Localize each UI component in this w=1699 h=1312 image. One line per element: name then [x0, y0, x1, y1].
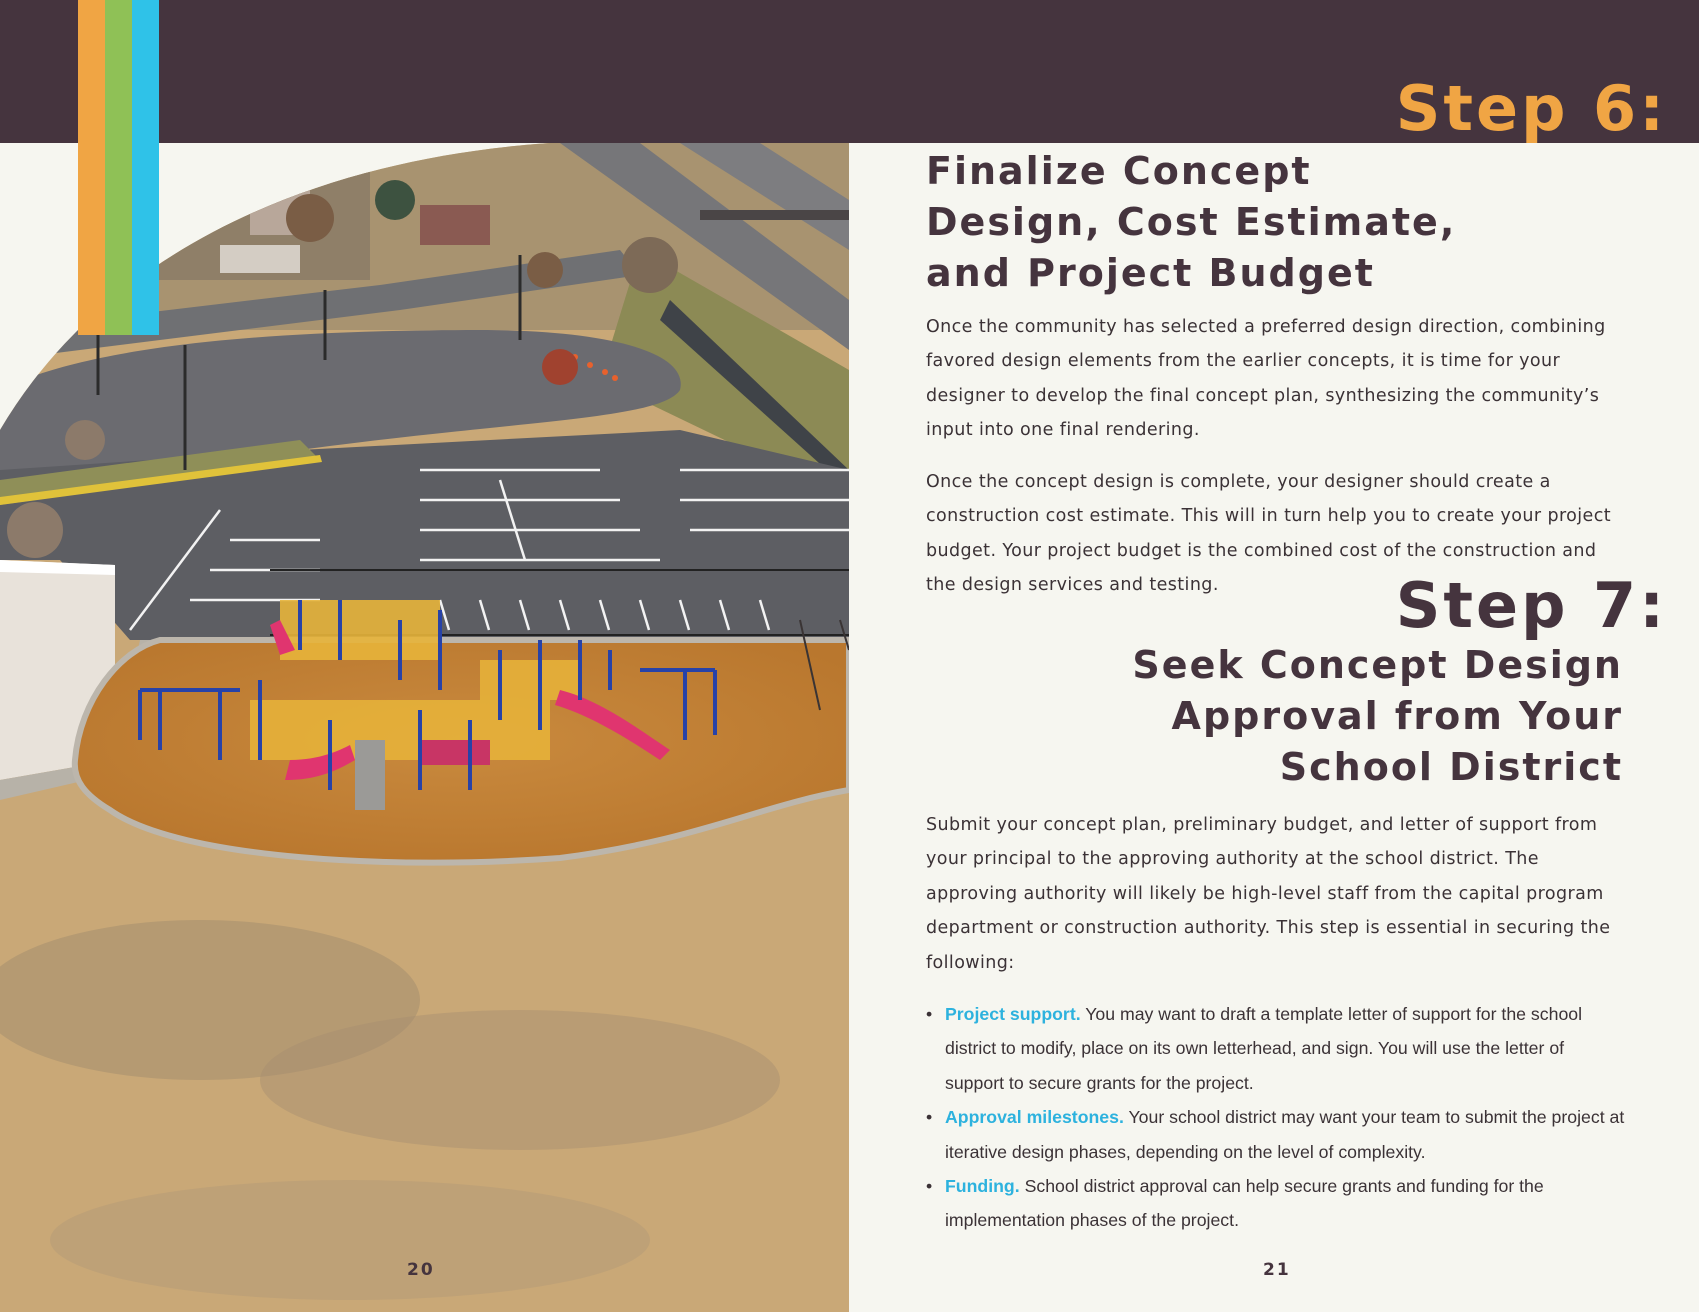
stripe-blue: [132, 0, 159, 335]
stripe-orange: [78, 0, 105, 335]
bullet-text: School district approval can help secure grants and funding for the implementation phases of the project.: [945, 1176, 1544, 1231]
step7-label: Step 7:: [1395, 569, 1667, 642]
stripe-green: [105, 0, 132, 335]
page-number-right: 21: [1263, 1260, 1291, 1280]
step7-title: [1132, 640, 1623, 793]
bullet-approval-milestones: [926, 1100, 1626, 1169]
bullet-text: You may want to draft a template letter of support for the school district to modify, place on its own letterhead, and sign. You will use the letter of support to secure grants for the project.: [945, 1004, 1583, 1093]
bullet-funding: [926, 1169, 1626, 1238]
step6-title-line-3: and Project Budget: [926, 251, 1375, 295]
bullet-keyword: Project support.: [945, 1004, 1081, 1024]
bullet-project-support: [926, 997, 1626, 1100]
step7-title-line-1: Seek Concept Design: [1132, 643, 1623, 687]
step7-paragraph: Submit your concept plan, preliminary budget, and letter of support from your principal to the approving authority at the school district. The approving authority will likely be high-level staff from the capital program department or construction authority. This step is essential in securing the following:: [926, 815, 1611, 973]
step7-title-line-3: School District: [1279, 745, 1623, 789]
bullet-text: Your school district may want your team to submit the project at iterative design phases, depending on the level of complexity.: [945, 1107, 1625, 1162]
step6-paragraph-1: Once the community has selected a preferred design direction, combining favored design elements from the earlier concepts, it is time for your designer to develop the final concept plan, synthesizing the community’s input into one final rendering.: [926, 317, 1606, 441]
step6-label: Step 6:: [1395, 72, 1667, 145]
page-number-left: 20: [407, 1260, 435, 1280]
bullet-keyword: Funding.: [945, 1176, 1020, 1197]
step7-title-line-2: Approval from Your: [1171, 694, 1623, 738]
step6-paragraph-2: Once the concept design is complete, your designer should create a construction cost estimate. This will in turn help you to create your project budget. Your project budget is the combined cost of the construction and the design services and testing.: [926, 472, 1611, 596]
bullet-keyword: Approval milestones.: [945, 1107, 1124, 1128]
step7-bullet-list: [926, 997, 1626, 1238]
step6-title: [926, 146, 1456, 299]
step6-title-line-2: Design, Cost Estimate,: [926, 200, 1457, 244]
step6-title-line-1: Finalize Concept: [926, 149, 1312, 193]
